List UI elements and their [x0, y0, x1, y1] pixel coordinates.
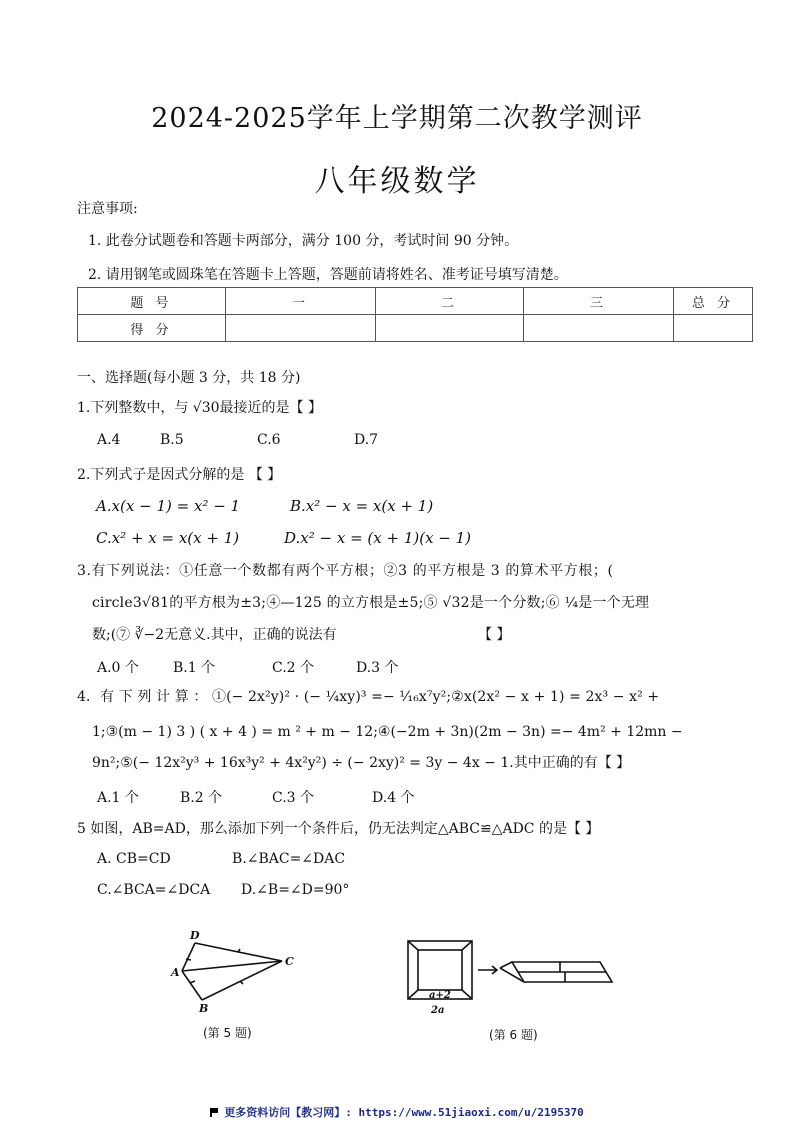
question-3-option-c: C.2 个 [272, 660, 315, 676]
question-5-option-a: A. CB=CD [97, 851, 171, 867]
score-table-cell[interactable] [524, 315, 674, 342]
score-table [77, 287, 753, 342]
question-3-option-a: A.0 个 [97, 660, 139, 676]
score-table-cell: 总 分 [674, 288, 753, 315]
question-5-option-b: B.∠BAC=∠DAC [232, 851, 346, 867]
notice-item-2: 2. 请用钢笔或圆珠笔在答题卡上答题，答题前请将姓名、准考证号填写清楚。 [88, 267, 568, 283]
score-table-score-row [78, 315, 753, 342]
question-2-option-a: A.x(x − 1) = x² − 1 [96, 497, 241, 515]
footer-text[interactable]: 更多资料访问【教习网】: https://www.51jiaoxi.com/u/2195370 [224, 1106, 584, 1119]
exam-title: 2024-2025学年上学期第二次教学测评 [151, 103, 643, 134]
figure-5-caption: (第 5 题) [203, 1026, 252, 1040]
question-2-stem: 2.下列式子是因式分解的是 【 】 [77, 467, 282, 483]
question-5-option-d: D.∠B=∠D=90° [241, 882, 350, 898]
question-4-option-d: D.4 个 [372, 790, 415, 806]
score-table-cell: 题 号 [78, 288, 226, 315]
question-4-option-b: B.2 个 [180, 790, 223, 806]
question-2-option-c: C.x² + x = x(x + 1) [96, 529, 240, 547]
question-3-answer-bracket: 【 】 [478, 627, 511, 643]
figure-5-label-a: A [171, 966, 180, 979]
question-1-option-a: A.4 [97, 432, 121, 448]
question-5-option-c: C.∠BCA=∠DCA [97, 882, 211, 898]
figure-6-label-inner: a+2 [429, 990, 451, 1001]
question-1-option-c: C.6 [257, 432, 281, 448]
question-1-option-d: D.7 [354, 432, 379, 448]
exam-subtitle: 八年级数学 [314, 164, 480, 199]
question-1-stem: 1.下列整数中，与 √30最接近的是【 】 [77, 400, 322, 416]
question-4-option-c: C.3 个 [272, 790, 315, 806]
score-table-cell[interactable] [226, 315, 376, 342]
flag-icon [210, 1108, 220, 1117]
score-table-cell: 一 [226, 288, 376, 315]
figure-6-squares [400, 935, 630, 1020]
score-table-cell: 三 [524, 288, 674, 315]
score-table-header-row [78, 288, 753, 315]
question-4-line-1: 4．有 下 列 计 算 ： ①(− 2x²y)² · (− ¼xy)³ =− ¹⁄₁₆x⁷y²;②x(2x² − x + 1) = 2x³ − x² + [77, 689, 660, 705]
score-table-cell: 得 分 [78, 315, 226, 342]
figure-6-label-outer: 2a [431, 1005, 445, 1016]
question-4-line-3: 9n²;⑤(− 12x²y³ + 16x³y² + 4x²y²) ÷ (− 2xy)² = 3y − 4x − 1.其中正确的有【 】 [92, 755, 631, 771]
footer-link[interactable] [0, 1104, 794, 1120]
notice-heading: 注意事项: [77, 201, 138, 217]
question-3-option-b: B.1 个 [173, 660, 216, 676]
figure-5-label-b: B [199, 1002, 209, 1015]
figure-5-label-d: D [190, 929, 200, 942]
figure-6-caption: (第 6 题) [489, 1028, 538, 1042]
question-2-option-b: B.x² − x = x(x + 1) [290, 497, 434, 515]
question-2-option-d: D.x² − x = (x + 1)(x − 1) [284, 529, 472, 547]
score-table-cell[interactable] [674, 315, 753, 342]
score-table-cell[interactable] [376, 315, 524, 342]
question-3-line-2: circle3√81的平方根为±3;④—125 的立方根是±5;⑤ √32是一个分数;⑥ ¼是一个无理 [92, 595, 650, 611]
notice-item-1: 1. 此卷分试题卷和答题卡两部分，满分 100 分，考试时间 90 分钟。 [88, 233, 519, 249]
question-4-option-a: A.1 个 [97, 790, 139, 806]
section-heading: 一、选择题(每小题 3 分，共 18 分) [77, 370, 301, 386]
question-3-line-1: 3.有下列说法：①任意一个数都有两个平方根；②3 的平方根是 3 的算术平方根；( [77, 563, 614, 579]
score-table-cell: 二 [376, 288, 524, 315]
question-5-stem: 5 如图，AB=AD，那么添加下列一个条件后，仍无法判定△ABC≌△ADC 的是【 】 [77, 821, 600, 837]
figure-5-triangles [160, 925, 300, 1015]
question-1-option-b: B.5 [160, 432, 184, 448]
question-3-option-d: D.3 个 [356, 660, 399, 676]
question-4-line-2: 1;③(m − 1) 3 ) ( x + 4 ) = m ² + m − 12;④(−2m + 3n)(2m − 3n) =− 4m² + 12mn − [92, 724, 683, 740]
question-3-line-3: 数;(⑦ ∛−2无意义.其中，正确的说法有 [92, 627, 337, 643]
figure-5-label-c: C [285, 955, 294, 968]
